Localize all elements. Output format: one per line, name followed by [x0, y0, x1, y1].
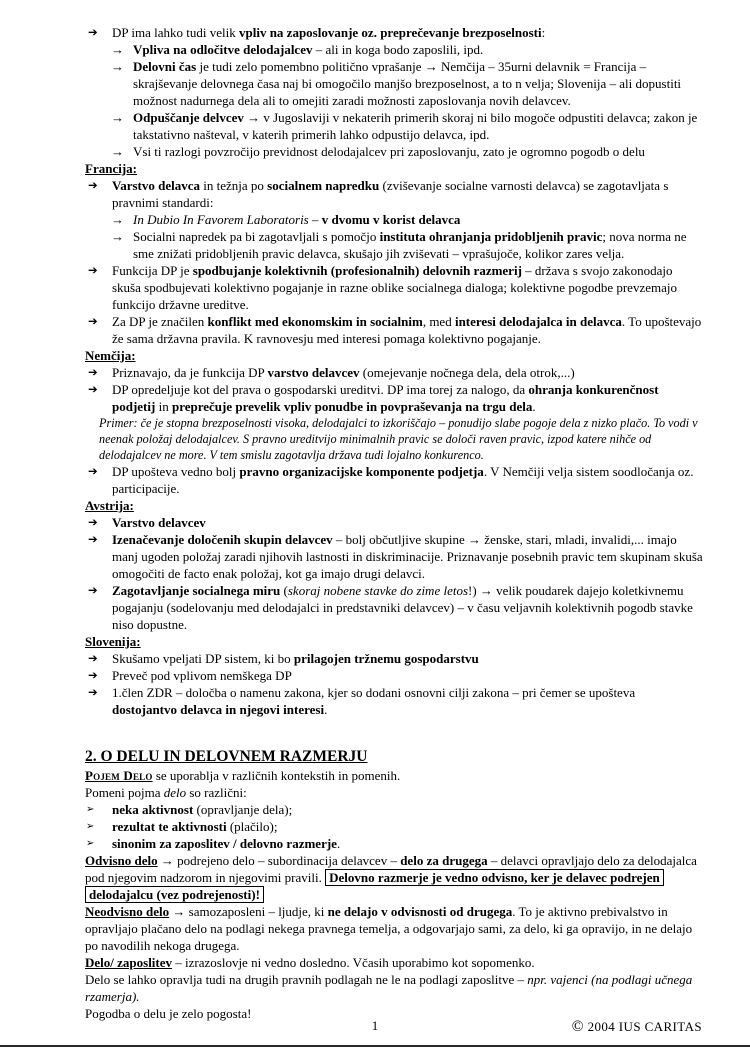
- text-run: 2. O DELU IN DELOVNEM RAZMERJU: [85, 748, 368, 766]
- text-run: ; nova norma ne sme znižati pridobljenih pravic delavca, skušajo jih zviševati – vprašujoče, kolikor zares velja.: [133, 229, 687, 261]
- text-content: [85, 768, 400, 783]
- text-run: delo za drugega: [400, 853, 488, 869]
- text-run: Izenačevanje določenih skupin delavcev: [112, 532, 333, 548]
- arrow-bullet-icon: ➔: [88, 263, 98, 277]
- arrow-bullet-icon: ➔: [88, 515, 98, 530]
- bullet-item: [85, 381, 703, 415]
- text-run: (omejevanje nočnega dela, dela otrok,...): [359, 365, 575, 380]
- text-run: npr. vajenci (na podlagi učnega rzamerja).: [85, 972, 693, 1005]
- text-run: Nemčija:: [85, 348, 136, 363]
- text-content: [85, 785, 247, 800]
- text-run: se uporablja v različnih kontekstih in pomenih.: [152, 768, 401, 784]
- page-number: 1: [371, 1018, 379, 1033]
- text-run: Socialni napredek pa bi zagotavljali s pomočjo: [133, 229, 380, 244]
- bullet-item: [85, 531, 703, 582]
- text-content: [112, 668, 292, 683]
- section-heading: [85, 497, 703, 514]
- text-run: je tudi zelo pomembno politično vprašanje → Nemčija – 35urni delavnik = Francija – skrajševanje delovnega časa naj bi omogočilo manjšo brezposelnost, a to n velja; Slovenija – ali dopustiti možnost nadurnega dela ali to omejiti zaradi možnosti zaposlovanja novih delavcev.: [133, 59, 682, 108]
- text-content: [112, 515, 206, 530]
- arrow-bullet-icon: ➔: [88, 365, 98, 379]
- text-run: DP upošteva vedno bolj: [112, 464, 240, 480]
- text-run: Delo/ zaposlitev: [85, 955, 173, 971]
- list-item: [85, 835, 703, 852]
- text-run: !) → velik poudarek dajejo koletkivnemu pogajanju (sodelovanju med delodajalci in predstavniki delavcev) – v času veljavnih kolektivnih pogodb stavke niso dopustne.: [112, 583, 693, 633]
- text-run: konflikt med ekonomskim in socialnim: [207, 314, 423, 329]
- arrow-bullet-icon: ➔: [88, 25, 98, 39]
- bullet-item: [85, 313, 703, 347]
- text-run: . To je aktivno prebivalstvo in opravljajo plačano delo na podlagi nekega pravnega temelja, a odgovarjajo sami, za delo, ki ga opravijo, in ne delajo po navodilih nekoga drugega.: [85, 904, 693, 954]
- triangle-bullet-icon: ➢: [86, 804, 95, 816]
- text-run: Za DP je značilen: [112, 314, 208, 329]
- arrow-sub-bullet-icon: →: [111, 212, 124, 227]
- arrow-sub-bullet-icon: →: [111, 110, 124, 125]
- text-run: sinonim za zaposlitev / delovno razmerje: [112, 836, 337, 852]
- text-run: Priznavajo, da je funkcija DP: [112, 365, 268, 380]
- bullet-item: [85, 177, 703, 211]
- text-run: In Dubio In Favorem Laboratoris: [133, 212, 309, 227]
- text-content: [112, 382, 659, 414]
- sub-bullet-item: [85, 58, 703, 109]
- text-content: [85, 161, 137, 176]
- text-content: [85, 904, 692, 953]
- text-run: neka aktivnost: [112, 802, 194, 818]
- text-content: [112, 685, 635, 717]
- list-item: [85, 818, 703, 835]
- text-run: DP opredeljuje kot del prava o gospodarski ureditvi. DP ima torej za nalogo, da: [112, 382, 529, 397]
- text-content: [133, 144, 645, 159]
- bullet-item: [85, 24, 703, 41]
- arrow-bullet-icon: ➔: [88, 685, 98, 700]
- text-run: → samozaposleni – ljudje, ki: [169, 904, 328, 920]
- text-run: Odpuščanje delvcev: [133, 110, 244, 125]
- text-run: – bolj občutljive skupine → ženske, stari, mladi, invalidi,... imajo manj ugoden položaj zaradi njihovih lastnosti in diskriminacije. Priznavanje posebnih pravic tem skupinam skuša omogočiti de facto enak položaj, kot ga imajo drugi delavci.: [112, 532, 703, 582]
- text-run: ohranja konkurenčnost podjetij: [112, 382, 659, 414]
- text-run: Pojem Delo: [85, 768, 153, 784]
- text-run: Varstvo delavcev: [112, 515, 206, 531]
- bullet-item: [85, 514, 703, 531]
- text-run: Varstvo delavca: [112, 178, 200, 193]
- arrow-sub-bullet-icon: →: [111, 144, 124, 159]
- sub-bullet-item: [85, 109, 703, 143]
- arrow-bullet-icon: ➔: [88, 382, 98, 396]
- text-run: → v Jugoslaviji v nekaterih primerih skoraj ni bilo mogoče odpustiti delavca; zakon je takstativno našteval, v katerih primerih lahko odpustijo delavca, ipd.: [133, 110, 698, 142]
- copyright: [572, 1018, 702, 1036]
- text-run: ne delajo v odvisnosti od drugega: [327, 904, 513, 920]
- text-content: [112, 583, 693, 632]
- text-content: [85, 853, 697, 903]
- bullet-item: [85, 262, 703, 313]
- text-run: .: [532, 399, 536, 414]
- text-content: [85, 955, 535, 970]
- text-run: – ali in koga bodo zaposlili, ipd.: [312, 42, 484, 57]
- sub-bullet-item: [85, 143, 703, 160]
- text-run: (plačilo);: [226, 819, 278, 835]
- text-content: [112, 263, 677, 312]
- text-run: interesi delodajalca in delavca: [454, 314, 622, 329]
- text-content: [112, 802, 292, 817]
- text-content: [85, 972, 692, 1004]
- bullet-item: [85, 684, 703, 718]
- text-run: so različni:: [186, 785, 247, 801]
- text-run: varstvo delavcev: [267, 365, 360, 380]
- text-run: 1.člen ZDR – določba o namenu zakona, kjer so dodani osnovni cilji zakona – pri čemer se upošteva: [112, 685, 636, 701]
- text-run: . V Nemčiji velja sistem soodločanja oz. participacije.: [112, 464, 694, 497]
- copyright-text: 2004 IUS CARITAS: [587, 1019, 702, 1034]
- text-run: (: [280, 583, 288, 599]
- note-paragraph: [99, 415, 703, 463]
- arrow-bullet-icon: ➔: [88, 178, 98, 192]
- arrow-bullet-icon: ➔: [88, 668, 98, 683]
- text-run: . To upoštevajo že sama državna pravila. K ravnovesju med interesi pomaga kolektivno pogajanje.: [112, 314, 702, 346]
- text-content: [112, 365, 575, 380]
- paragraph: [85, 767, 703, 784]
- text-run: vpliv na zaposlovanje oz. preprečevanje brezposelnosti: [238, 25, 542, 40]
- text-run: Francija:: [85, 161, 137, 176]
- text-run: Pomeni pojma: [85, 785, 164, 801]
- text-run: (zviševanje socialne varnosti delavca) se zagotavljata s pravnimi standardi:: [112, 178, 669, 210]
- text-content: [112, 819, 277, 834]
- text-run: Odvisno delo: [85, 853, 158, 869]
- text-content: [85, 348, 136, 363]
- text-content: [133, 229, 687, 261]
- section-heading: [85, 160, 703, 177]
- text-run: Funkcija DP je: [112, 263, 193, 278]
- text-run: .: [336, 836, 341, 852]
- text-run: in: [155, 399, 172, 414]
- text-run: :: [541, 25, 546, 40]
- text-run: Vsi ti razlogi povzročijo previdnost delodajalcev pri zaposlovanju, zato je ogromno pogodb o delu: [133, 144, 645, 159]
- paragraph: [85, 971, 703, 1005]
- bullet-item: [85, 650, 703, 667]
- text-run: spodbujanje kolektivnih (profesionalnih) delovnih razmerij: [192, 263, 522, 278]
- text-run: Vpliva na odločitve delodajalcev: [133, 42, 313, 57]
- text-content: [112, 836, 340, 851]
- text-content: [85, 634, 141, 649]
- text-run: instituta ohranjanja pridobljenih pravic: [379, 229, 603, 244]
- arrow-bullet-icon: ➔: [88, 651, 98, 666]
- bullet-item: [85, 364, 703, 381]
- text-run: DP ima lahko tudi velik: [112, 25, 239, 40]
- paragraph: [85, 954, 703, 971]
- bullet-item: [85, 463, 703, 497]
- section-heading: [85, 633, 703, 650]
- text-run: pravno organizacijske komponente podjetja: [239, 464, 484, 480]
- text-content: [99, 416, 698, 462]
- text-run: Primer: če je stopna brezposelnosti visoka, delodajalci to izkoriščajo – ponudijo slabe pogoje dela z nizko plačo. To vodi v neenak položaj delodajalcev. S pravno ureditvijo minimalnih pravic se določi raven pravic, izpod katere nihče od delodajalcev ne more. V tem smislu zagotavlja država tudi lojalno konkurenco.: [99, 416, 698, 463]
- paragraph: [85, 903, 703, 954]
- text-run: (opravljanje dela);: [193, 802, 293, 818]
- text-run: Delovni čas: [133, 59, 197, 74]
- text-run: rezultat te aktivnosti: [112, 819, 227, 835]
- text-run: .: [324, 702, 328, 718]
- text-content: [133, 59, 681, 108]
- text-run: , med: [422, 314, 455, 329]
- triangle-bullet-icon: ➢: [86, 821, 95, 833]
- document-body: [85, 24, 703, 1022]
- text-run: → podrejeno delo – subordinacija delavcev –: [157, 853, 401, 869]
- chapter-heading: [85, 746, 703, 767]
- section-heading: [85, 347, 703, 364]
- page-footer: [48, 1018, 702, 1036]
- arrow-sub-bullet-icon: →: [111, 229, 124, 244]
- copyright-icon: ©: [571, 1018, 584, 1035]
- text-run: prilagojen tržnemu gospodarstvu: [293, 651, 479, 667]
- text-run: Zagotavljanje socialnega miru: [112, 583, 281, 599]
- text-run: dostojantvo delavca in njegovi interesi: [112, 702, 325, 718]
- paragraph: [85, 852, 703, 903]
- text-run: Avstrija:: [85, 498, 134, 514]
- text-run: Delovno razmerje je vedno odvisno, ker je delavec podrejen delodajalcu (vez podrejenosti)!: [85, 869, 664, 903]
- sub-bullet-item: [85, 228, 703, 262]
- arrow-sub-bullet-icon: →: [111, 42, 124, 57]
- text-content: [112, 314, 701, 346]
- text-content: [133, 42, 483, 57]
- triangle-bullet-icon: ➢: [86, 838, 95, 850]
- arrow-sub-bullet-icon: →: [111, 59, 124, 74]
- text-run: Preveč pod vplivom nemškega DP: [112, 668, 292, 684]
- bullet-item: [85, 667, 703, 684]
- text-content: [112, 464, 693, 496]
- text-run: delo: [163, 785, 187, 801]
- sub-bullet-item: [85, 41, 703, 58]
- text-run: – država s svojo zakonodajo skuša spodbujevati kolektivno pogajanje in razne oblike socialnega dialoga; kolektivne pogodbe prevzemajo funkcijo državne ureditve.: [112, 263, 677, 312]
- arrow-bullet-icon: ➔: [88, 464, 98, 479]
- text-run: –: [308, 212, 322, 227]
- arrow-bullet-icon: ➔: [88, 314, 98, 328]
- list-item: [85, 801, 703, 818]
- text-run: Pogodba o delu je zelo pogosta!: [85, 1006, 252, 1022]
- text-run: Skušamo vpeljati DP sistem, ki bo: [112, 651, 294, 667]
- text-run: preprečuje prevelik vpliv ponudbe in povpraševanja na trgu dela: [171, 399, 533, 414]
- text-content: [85, 748, 367, 765]
- text-content: [112, 532, 703, 581]
- text-run: – delavci opravljajo delo za delodajalca pod njegovim nadzorom in njegovimi pravili.: [85, 853, 697, 886]
- text-run: Slovenija:: [85, 634, 141, 650]
- footer-divider: [0, 1045, 750, 1047]
- text-run: in težnja po: [200, 178, 268, 193]
- bullet-item: [85, 582, 703, 633]
- text-run: Neodvisno delo: [85, 904, 170, 920]
- text-content: [85, 498, 134, 513]
- text-content: [133, 212, 460, 227]
- arrow-bullet-icon: ➔: [88, 583, 98, 598]
- text-run: v dvomu v korist delavca: [321, 212, 461, 227]
- text-content: [112, 651, 479, 666]
- sub-bullet-item: [85, 211, 703, 228]
- paragraph: [85, 784, 703, 801]
- text-run: socialnem napredku: [267, 178, 380, 193]
- text-content: [133, 110, 697, 142]
- text-run: skoraj nobene stavke do zime letos: [287, 583, 469, 599]
- text-content: [112, 178, 668, 210]
- text-run: Delo se lahko opravlja tudi na drugih pravnih podlagah ne le na podlagi zaposlitve –: [85, 972, 528, 988]
- text-content: [112, 25, 545, 40]
- arrow-bullet-icon: ➔: [88, 532, 98, 547]
- text-run: – izrazoslovje ni vedno dosledno. Včasih uporabimo kot sopomenko.: [172, 955, 535, 971]
